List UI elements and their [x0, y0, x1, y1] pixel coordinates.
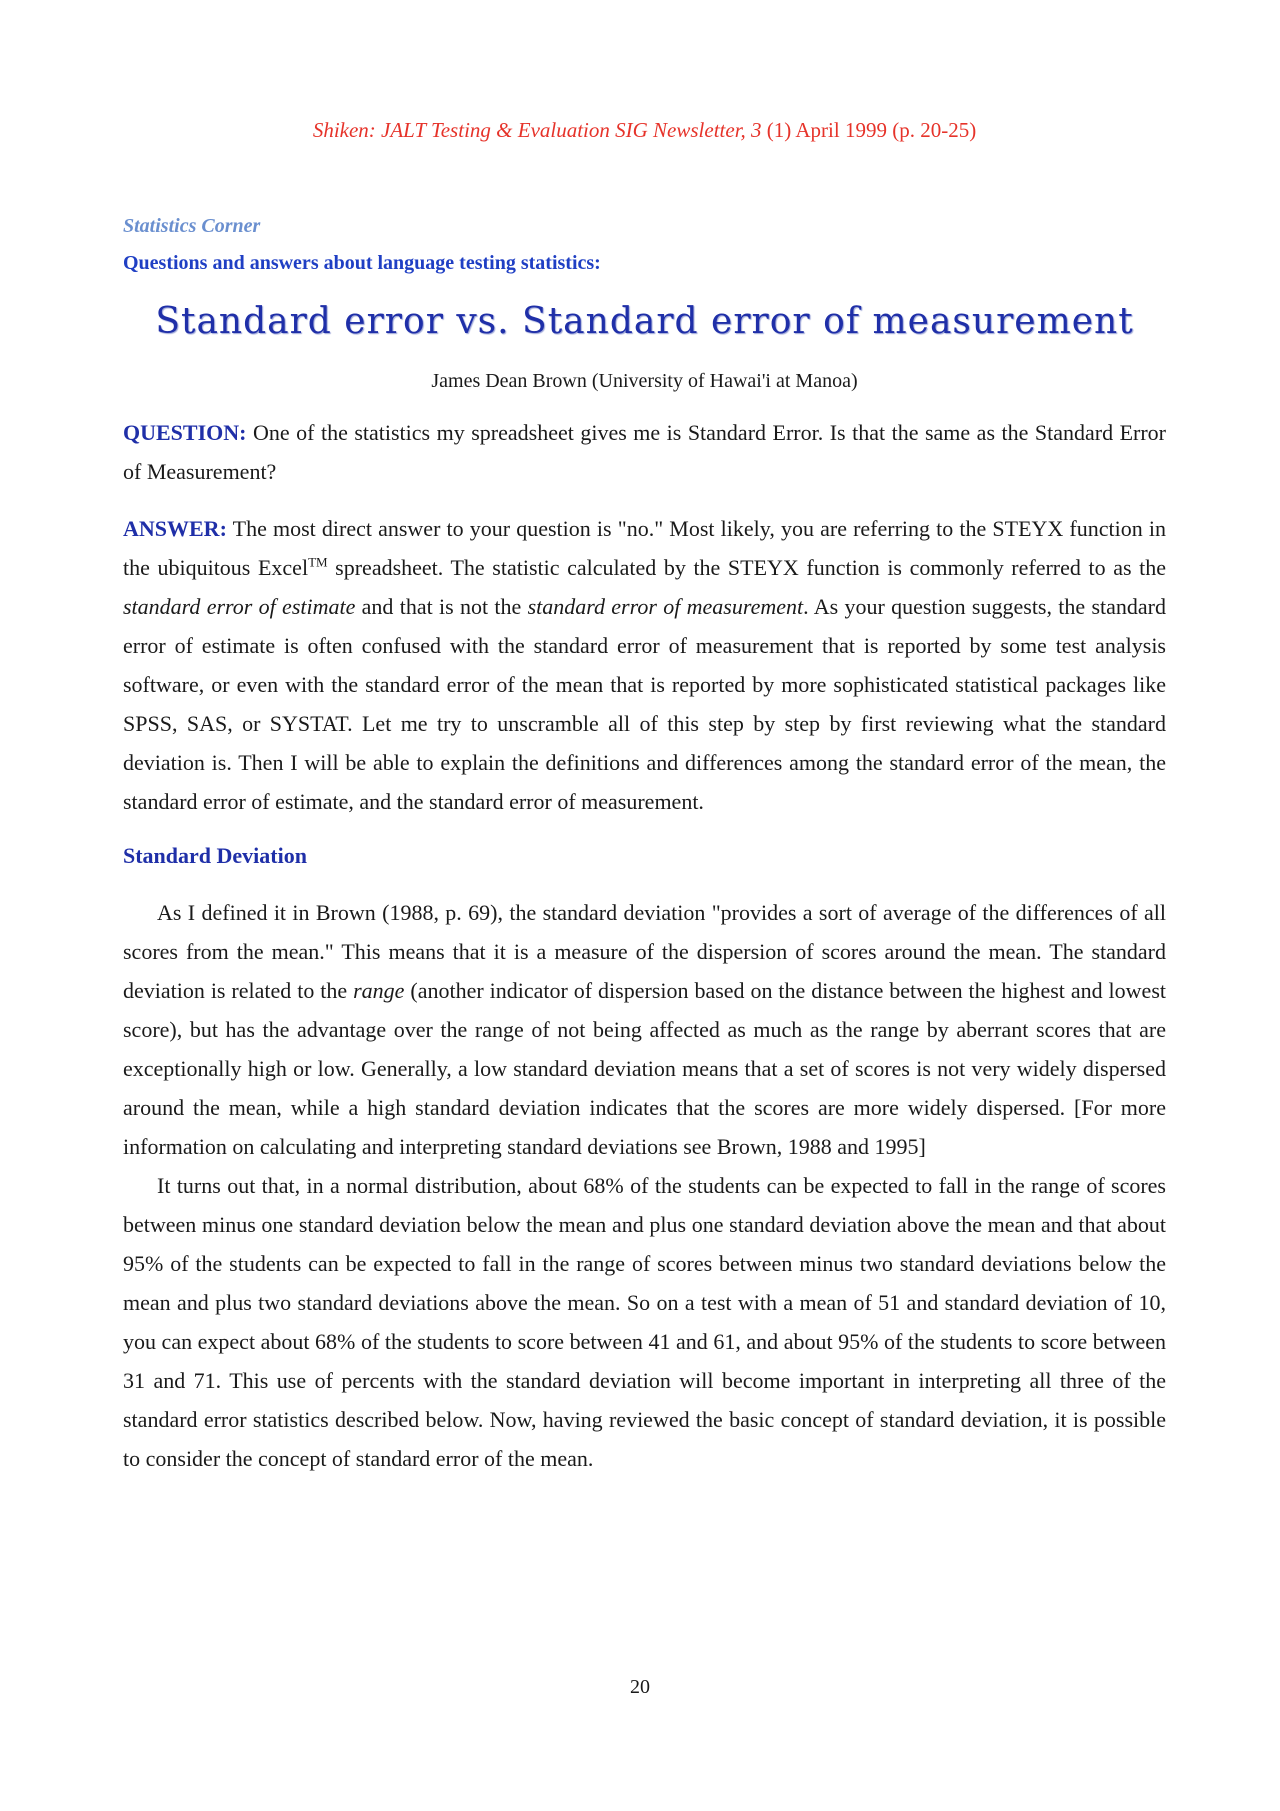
journal-citation	[123, 118, 1166, 143]
answer-text-1: The most direct answer to your question is "no." Most likely, you are referring to the STEYX function in the ubiquitous Excel	[123, 516, 1166, 580]
question-text: One of the statistics my spreadsheet gives me is Standard Error. Is that the same as the Standard Error of Measurement?	[123, 420, 1166, 484]
question-paragraph	[123, 413, 1166, 491]
standard-deviation-paragraph-2: It turns out that, in a normal distribution, about 68% of the students can be expected to fall in the range of scores between minus one standard deviation below the mean and plus one standard deviation above the mean and that about 95% of the students can be expected to fall in the range of scores between minus two standard deviations below the mean and plus two standard deviations above the mean. So on a test with a mean of 51 and standard deviation of 10, you can expect about 68% of the students to score between 41 and 61, and about 95% of the students to score between 31 and 71. This use of percents with the standard deviation will become important in interpreting all three of the standard error statistics described below. Now, having reviewed the basic concept of standard deviation, it is possible to consider the concept of standard error of the mean.	[123, 1173, 1166, 1471]
page-content	[123, 118, 1166, 1478]
answer-text-3: and that is not the	[355, 594, 528, 619]
article-author: James Dean Brown (University of Hawai'i at Manoa)	[431, 370, 858, 392]
answer-lead: ANSWER:	[123, 516, 227, 541]
term-range: range	[353, 978, 405, 1003]
term-standard-error-of-measurement: standard error of measurement	[527, 594, 804, 619]
question-lead: QUESTION:	[123, 420, 247, 445]
trademark-superscript: TM	[308, 554, 328, 570]
answer-paragraph	[123, 509, 1166, 821]
answer-text-4: . As your question suggests, the standard error of estimate is often confused with the standard error of measurement that is reported by some test analysis software, or even with the standard error of the mean that is reported by more sophisticated statistical packages like SPSS, SAS, or SYSTAT. Let me try to unscramble all of this step by step by first reviewing what the standard deviation is. Then I will be able to explain the definitions and differences among the standard error of the mean, the standard error of estimate, and the standard error of measurement.	[123, 594, 1166, 814]
section-heading-standard-deviation: Standard Deviation	[123, 843, 307, 868]
term-standard-error-of-estimate: standard error of estimate	[123, 594, 356, 619]
standard-deviation-paragraph-1	[123, 893, 1166, 1166]
article-subtitle: Questions and answers about language testing statistics:	[123, 252, 601, 274]
answer-text-2: spreadsheet. The statistic calculated by the STEYX function is commonly referred to as the	[327, 555, 1166, 580]
column-label: Statistics Corner	[123, 215, 261, 237]
sd-para1-text-1: As I defined it in Brown (1988, p. 69), the standard deviation "provides a sort of average of the differences of all scores from the mean." This means that it is a measure of the dispersion of scores around the mean. The standard deviation is related to the	[123, 900, 1166, 1003]
journal-name: Shiken: JALT Testing & Evaluation SIG Newsletter, 3	[312, 118, 762, 142]
page-number: 20	[630, 1676, 650, 1698]
sd-para1-text-2: (another indicator of dispersion based on the distance between the highest and lowest score), but has the advantage over the range of not being affected as much as the range by aberrant scores that are exceptionally high or low. Generally, a low standard deviation means that a set of scores is not very widely dispersed around the mean, while a high standard deviation indicates that the scores are more widely dispersed. [For more information on calculating and interpreting standard deviations see Brown, 1988 and 1995]	[123, 978, 1166, 1159]
article-title: Standard error vs. Standard error of measurement	[155, 301, 1134, 342]
journal-issue: (1) April 1999 (p. 20-25)	[761, 118, 977, 142]
